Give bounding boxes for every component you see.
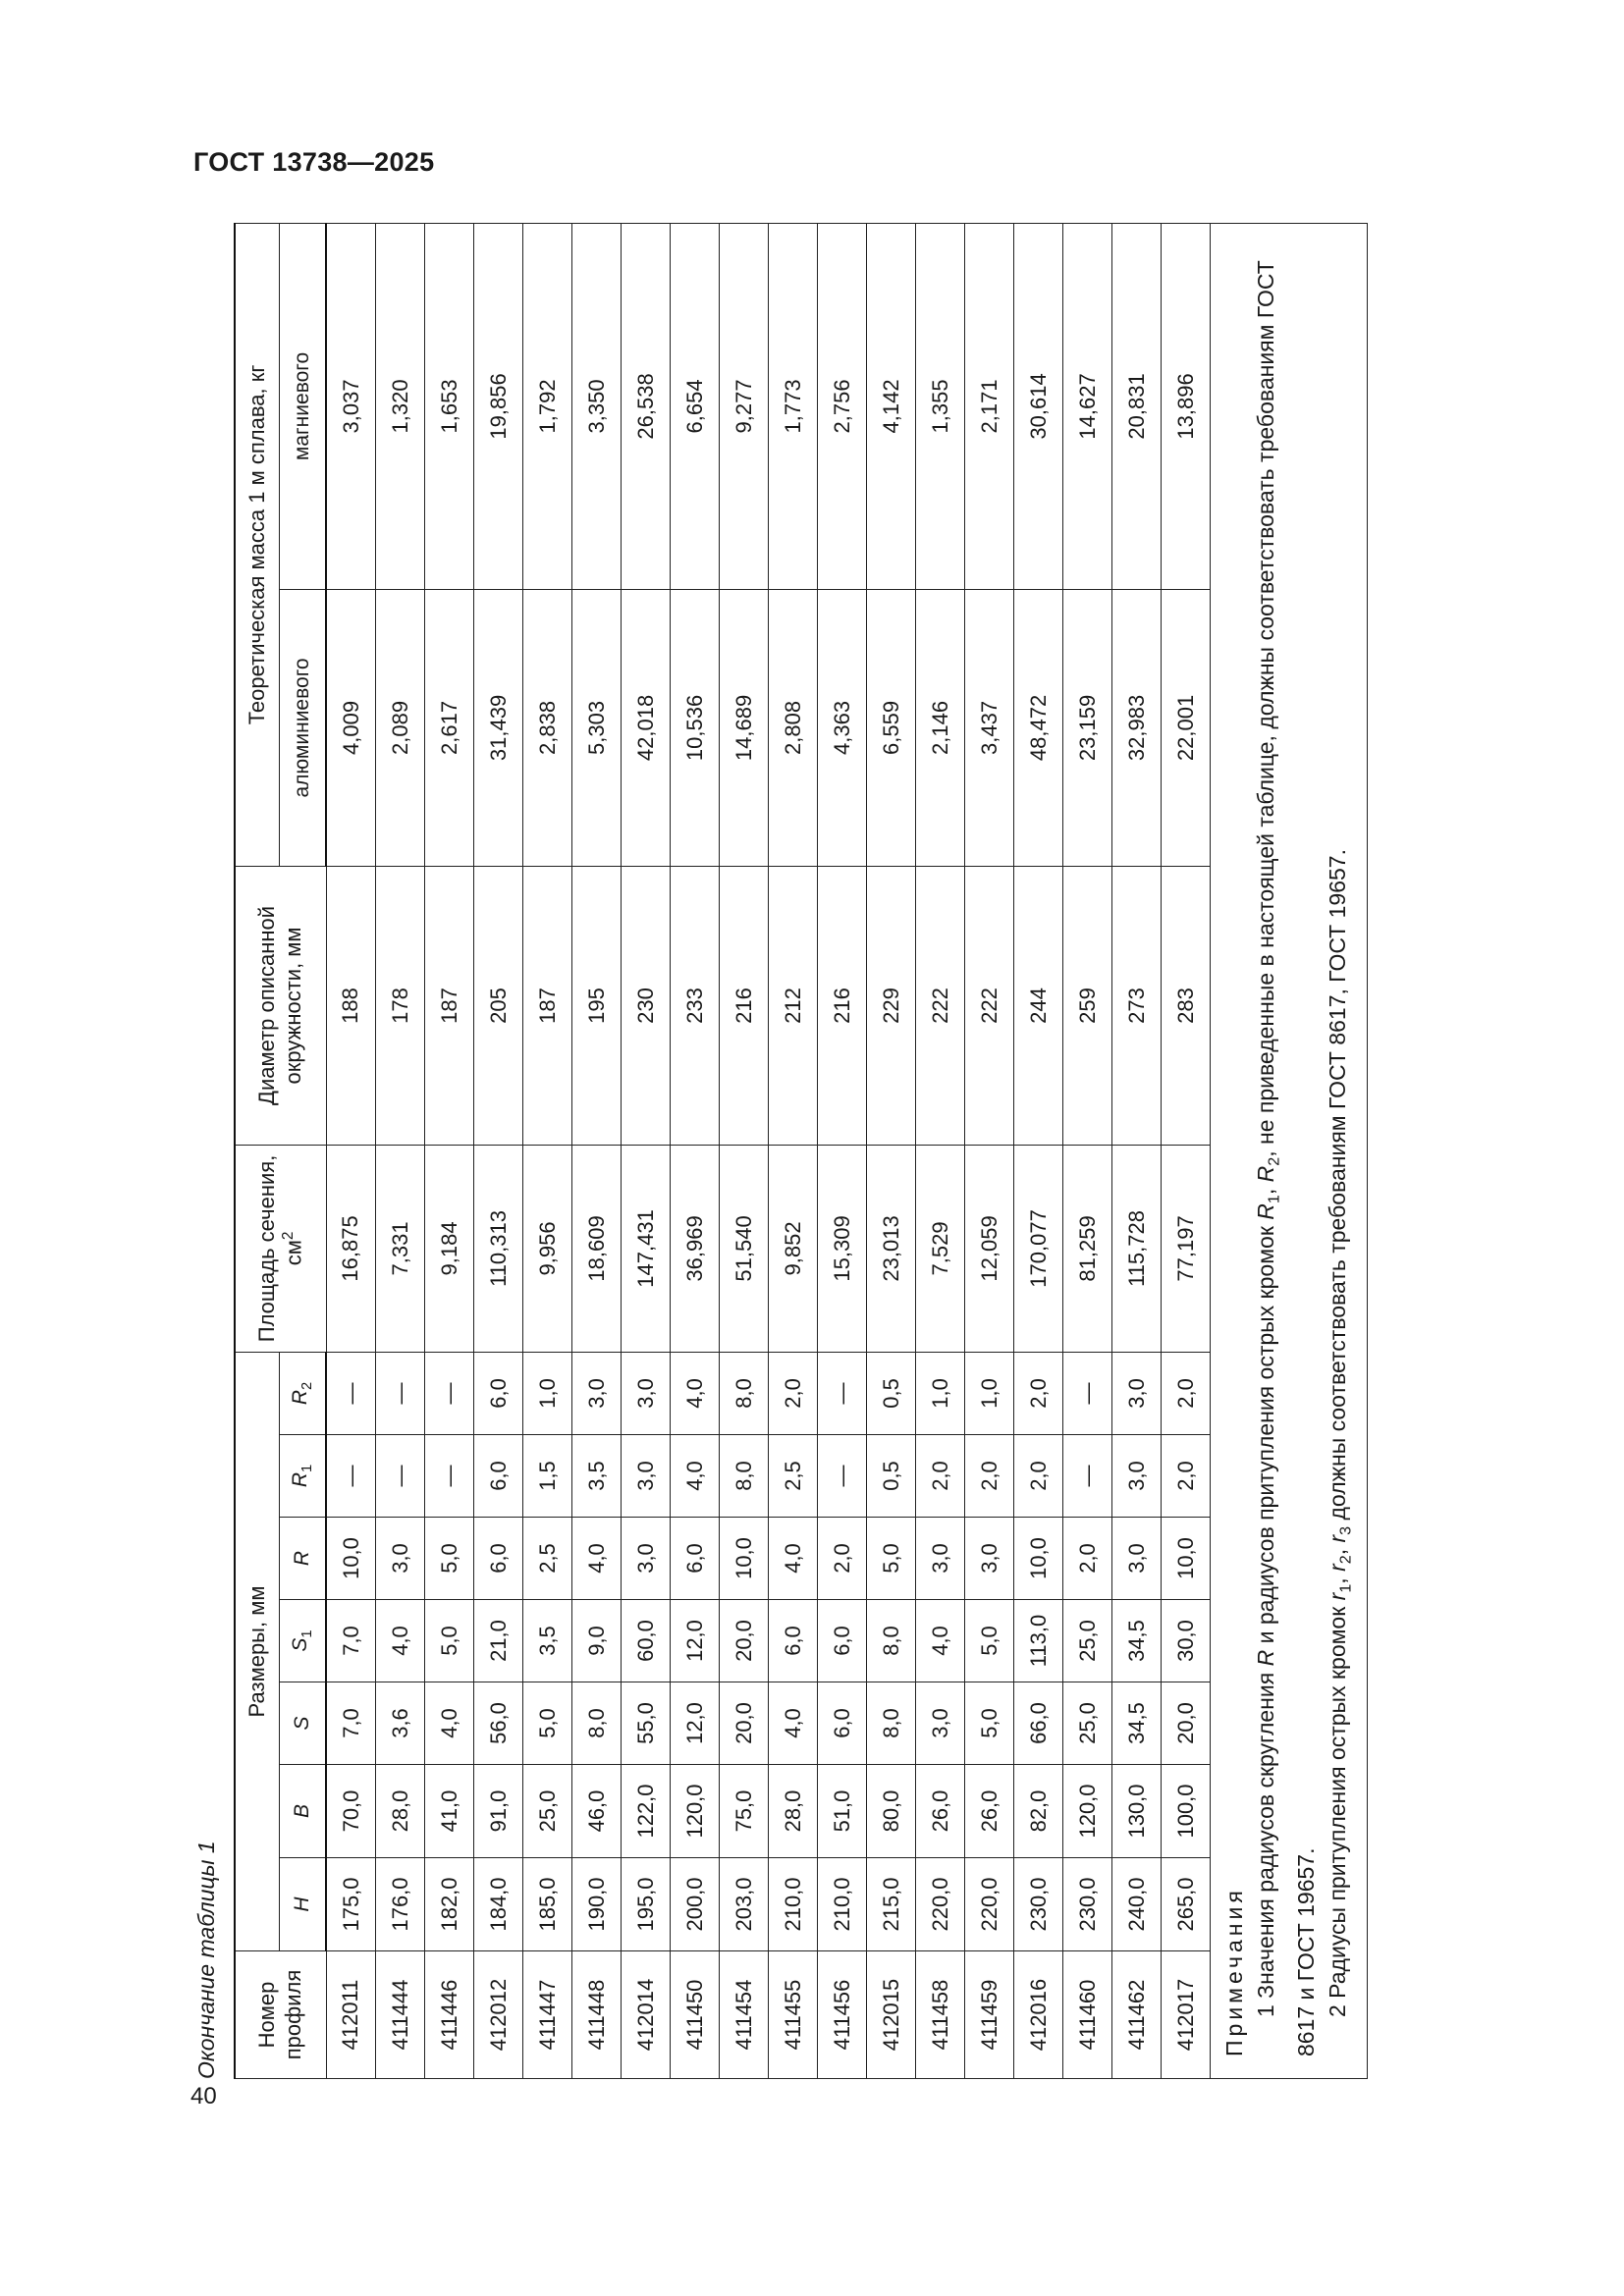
cell-S1: 30,0 (1162, 1600, 1211, 1682)
cell-magnesium: 6,654 (671, 223, 720, 589)
table-row (572, 223, 622, 2078)
cell-diameter: 188 (326, 866, 376, 1145)
cell-magnesium: 1,653 (425, 223, 474, 589)
cell-magnesium: 4,142 (867, 223, 916, 589)
cell-aluminum: 32,983 (1112, 589, 1162, 866)
cell-magnesium: 1,792 (523, 223, 572, 589)
cell-area: 9,184 (425, 1145, 474, 1352)
cell-magnesium: 30,614 (1014, 223, 1063, 589)
cell-profile-number: 411462 (1112, 1951, 1162, 2079)
cell-magnesium: 1,355 (916, 223, 965, 589)
note-2-r2: r (1324, 1564, 1350, 1572)
cell-diameter: 229 (867, 866, 916, 1145)
table-row (867, 223, 916, 2078)
header-R1-sub: 1 (299, 1464, 316, 1472)
cell-magnesium: 20,831 (1112, 223, 1162, 589)
cell-R: 2,5 (523, 1518, 572, 1600)
cell-R: 2,0 (818, 1518, 867, 1600)
cell-R1: 0,5 (867, 1435, 916, 1518)
cell-S: 34,5 (1112, 1682, 1162, 1765)
cell-profile-number: 411447 (523, 1951, 572, 2079)
cell-aluminum: 23,159 (1063, 589, 1112, 866)
cell-S: 20,0 (1162, 1682, 1211, 1765)
cell-S: 4,0 (425, 1682, 474, 1765)
cell-S1: 8,0 (867, 1600, 916, 1682)
cell-H: 240,0 (1112, 1858, 1162, 1951)
cell-S1: 60,0 (622, 1600, 671, 1682)
cell-B: 100,0 (1162, 1765, 1211, 1858)
cell-R1: 8,0 (720, 1435, 769, 1518)
cell-diameter: 195 (572, 866, 622, 1145)
header-area-sup: 2 (280, 1231, 298, 1241)
table-row (376, 223, 425, 2078)
note-1-R1-sub: 1 (1265, 1195, 1283, 1204)
cell-S1: 7,0 (326, 1600, 376, 1682)
note-1-part-c: , не приведенные в настоящей таблице, должны соответствовать требованиям ГОСТ 8617 и ГОСТ 19657. (1253, 260, 1319, 2056)
header-area (235, 1145, 326, 1352)
cell-profile-number: 411444 (376, 1951, 425, 2079)
table-row (916, 223, 965, 2078)
cell-R2: 1,0 (523, 1352, 572, 1434)
cell-R1: 3,0 (1112, 1435, 1162, 1518)
cell-R2: 2,0 (1014, 1352, 1063, 1434)
cell-aluminum: 2,808 (769, 589, 818, 866)
cell-area: 115,728 (1112, 1145, 1162, 1352)
cell-area: 9,956 (523, 1145, 572, 1352)
cell-R1: — (376, 1435, 425, 1518)
note-2-r1: r (1324, 1592, 1350, 1601)
cell-R1: — (1063, 1435, 1112, 1518)
table-row (1014, 223, 1063, 2078)
rotated-table-area (179, 224, 1355, 2079)
cell-B: 26,0 (916, 1765, 965, 1858)
cell-S1: 4,0 (376, 1600, 425, 1682)
cell-R1: — (425, 1435, 474, 1518)
cell-B: 51,0 (818, 1765, 867, 1858)
table-caption: Окончание таблицы 1 (193, 1841, 219, 2079)
cell-H: 210,0 (769, 1858, 818, 1951)
cell-magnesium: 2,756 (818, 223, 867, 589)
cell-R1: 2,0 (916, 1435, 965, 1518)
cell-profile-number: 411458 (916, 1951, 965, 2079)
cell-magnesium: 3,037 (326, 223, 376, 589)
header-profile-number: Номер профиля (235, 1951, 326, 2079)
cell-magnesium: 19,856 (474, 223, 523, 589)
note-1-part-b: и радиусов притупления острых кромок (1253, 1226, 1278, 1644)
cell-profile-number: 411456 (818, 1951, 867, 2079)
table-row (474, 223, 523, 2078)
cell-H: 220,0 (916, 1858, 965, 1951)
cell-R1: 1,5 (523, 1435, 572, 1518)
cell-B: 70,0 (326, 1765, 376, 1858)
cell-R2: 0,5 (867, 1352, 916, 1434)
header-diameter: Диаметр описанной окружности, мм (235, 866, 326, 1145)
cell-S: 5,0 (523, 1682, 572, 1765)
cell-H: 210,0 (818, 1858, 867, 1951)
cell-R: 10,0 (326, 1518, 376, 1600)
cell-R2: 8,0 (720, 1352, 769, 1434)
cell-diameter: 187 (425, 866, 474, 1145)
cell-profile-number: 411459 (965, 1951, 1014, 2079)
page-number: 40 (190, 2083, 217, 2109)
header-dimensions: Размеры, мм (235, 1352, 280, 1950)
cell-R: 2,0 (1063, 1518, 1112, 1600)
cell-diameter: 244 (1014, 866, 1063, 1145)
cell-B: 120,0 (1063, 1765, 1112, 1858)
cell-aluminum: 5,303 (572, 589, 622, 866)
cell-aluminum: 31,439 (474, 589, 523, 866)
cell-area: 36,969 (671, 1145, 720, 1352)
cell-S: 12,0 (671, 1682, 720, 1765)
note-2-part-a: 2 Радиусы притупления острых кромок (1324, 1606, 1350, 2017)
cell-S: 3,0 (916, 1682, 965, 1765)
cell-R1: 2,0 (1014, 1435, 1063, 1518)
note-1-R2: R (1253, 1165, 1278, 1183)
cell-H: 215,0 (867, 1858, 916, 1951)
cell-diameter: 216 (818, 866, 867, 1145)
cell-R1: 4,0 (671, 1435, 720, 1518)
cell-R1: 3,0 (622, 1435, 671, 1518)
table-row (720, 223, 769, 2078)
table-row (965, 223, 1014, 2078)
cell-S: 7,0 (326, 1682, 376, 1765)
cell-B: 130,0 (1112, 1765, 1162, 1858)
header-S1 (280, 1600, 327, 1682)
header-S1-sub: 1 (299, 1629, 316, 1638)
cell-B: 28,0 (376, 1765, 425, 1858)
cell-area: 12,059 (965, 1145, 1014, 1352)
cell-diameter: 187 (523, 866, 572, 1145)
notes-cell (1211, 223, 1368, 2078)
header-R1-letter: R (289, 1472, 312, 1488)
cell-R2: 1,0 (916, 1352, 965, 1434)
cell-S: 20,0 (720, 1682, 769, 1765)
cell-S: 5,0 (965, 1682, 1014, 1765)
cell-R2: 2,0 (1162, 1352, 1211, 1434)
cell-R: 3,0 (622, 1518, 671, 1600)
header-H: H (280, 1858, 327, 1951)
header-R: R (280, 1518, 327, 1600)
cell-R2: — (425, 1352, 474, 1434)
cell-B: 25,0 (523, 1765, 572, 1858)
cell-S: 6,0 (818, 1682, 867, 1765)
cell-aluminum: 2,146 (916, 589, 965, 866)
table-row (425, 223, 474, 2078)
header-R2-letter: R (289, 1389, 312, 1406)
cell-profile-number: 411446 (425, 1951, 474, 2079)
cell-R: 3,0 (965, 1518, 1014, 1600)
cell-profile-number: 411454 (720, 1951, 769, 2079)
cell-R1: 6,0 (474, 1435, 523, 1518)
cell-B: 41,0 (425, 1765, 474, 1858)
cell-R1: 2,5 (769, 1435, 818, 1518)
cell-profile-number: 411448 (572, 1951, 622, 2079)
cell-area: 18,609 (572, 1145, 622, 1352)
note-2-r3-sub: 3 (1336, 1525, 1355, 1535)
cell-B: 91,0 (474, 1765, 523, 1858)
cell-B: 26,0 (965, 1765, 1014, 1858)
cell-aluminum: 42,018 (622, 589, 671, 866)
cell-H: 265,0 (1162, 1858, 1211, 1951)
notes-row (1211, 223, 1368, 2078)
note-1-R2-sub: 2 (1265, 1156, 1283, 1166)
cell-diameter: 216 (720, 866, 769, 1145)
cell-R1: 2,0 (1162, 1435, 1211, 1518)
cell-profile-number: 412014 (622, 1951, 671, 2079)
cell-H: 184,0 (474, 1858, 523, 1951)
cell-area: 170,077 (1014, 1145, 1063, 1352)
cell-aluminum: 22,001 (1162, 589, 1211, 866)
cell-H: 185,0 (523, 1858, 572, 1951)
header-R2 (280, 1352, 327, 1434)
header-S: S (280, 1682, 327, 1765)
table-row (671, 223, 720, 2078)
cell-aluminum: 6,559 (867, 589, 916, 866)
cell-R2: — (818, 1352, 867, 1434)
cell-area: 81,259 (1063, 1145, 1112, 1352)
header-aluminum: алюминиевого (280, 589, 327, 866)
cell-R2: 2,0 (769, 1352, 818, 1434)
cell-diameter: 212 (769, 866, 818, 1145)
cell-profile-number: 411460 (1063, 1951, 1112, 2079)
cell-R2: — (326, 1352, 376, 1434)
table-row (622, 223, 671, 2078)
cell-S1: 34,5 (1112, 1600, 1162, 1682)
cell-R1: — (326, 1435, 376, 1518)
cell-diameter: 205 (474, 866, 523, 1145)
cell-R2: 3,0 (572, 1352, 622, 1434)
cell-S: 66,0 (1014, 1682, 1063, 1765)
cell-profile-number: 411450 (671, 1951, 720, 2079)
table-row (769, 223, 818, 2078)
cell-H: 182,0 (425, 1858, 474, 1951)
cell-B: 120,0 (671, 1765, 720, 1858)
cell-B: 80,0 (867, 1765, 916, 1858)
cell-S1: 4,0 (916, 1600, 965, 1682)
cell-H: 190,0 (572, 1858, 622, 1951)
note-1-R: R (1253, 1649, 1278, 1667)
header-R2-sub: 2 (299, 1381, 316, 1390)
cell-H: 230,0 (1014, 1858, 1063, 1951)
cell-area: 9,852 (769, 1145, 818, 1352)
note-2-r1-sub: 1 (1336, 1583, 1355, 1593)
header-magnesium: магниевого (280, 223, 327, 589)
note-2-part-b: должны соответствовать требованиям ГОСТ 8617, ГОСТ 19657. (1324, 849, 1350, 1521)
cell-R: 4,0 (769, 1518, 818, 1600)
cell-aluminum: 2,089 (376, 589, 425, 866)
cell-R: 6,0 (474, 1518, 523, 1600)
cell-S1: 9,0 (572, 1600, 622, 1682)
cell-H: 200,0 (671, 1858, 720, 1951)
cell-profile-number: 411455 (769, 1951, 818, 2079)
cell-R: 3,0 (916, 1518, 965, 1600)
cell-S: 25,0 (1063, 1682, 1112, 1765)
cell-magnesium: 26,538 (622, 223, 671, 589)
cell-area: 147,431 (622, 1145, 671, 1352)
cell-R: 3,0 (1112, 1518, 1162, 1600)
cell-profile-number: 412015 (867, 1951, 916, 2079)
cell-aluminum: 2,617 (425, 589, 474, 866)
table-row (1162, 223, 1211, 2078)
cell-aluminum: 2,838 (523, 589, 572, 866)
header-B: B (280, 1765, 327, 1858)
cell-diameter: 222 (916, 866, 965, 1145)
header-S1-letter: S (289, 1637, 312, 1652)
cell-area: 15,309 (818, 1145, 867, 1352)
cell-R2: 1,0 (965, 1352, 1014, 1434)
cell-S1: 5,0 (425, 1600, 474, 1682)
table-body (326, 223, 1211, 2078)
cell-diameter: 273 (1112, 866, 1162, 1145)
cell-diameter: 233 (671, 866, 720, 1145)
note-2: 2 Радиусы притупления острых кромок $r_1$, $r_2$, $r_3$ должны соответствовать требованиям ГОСТ 8617, ГОСТ 19657. (1324, 849, 1355, 2017)
header-mass: Теоретическая масса 1 м сплава, кг (235, 223, 280, 866)
cell-S: 55,0 (622, 1682, 671, 1765)
cell-S1: 25,0 (1063, 1600, 1112, 1682)
note-2-r2-sub: 2 (1336, 1555, 1355, 1565)
notes-title: Примечания (1221, 1887, 1247, 2056)
cell-S1: 113,0 (1014, 1600, 1063, 1682)
cell-S1: 20,0 (720, 1600, 769, 1682)
cell-B: 122,0 (622, 1765, 671, 1858)
note-2-r3: r (1324, 1534, 1350, 1543)
table-row (818, 223, 867, 2078)
cell-area: 77,197 (1162, 1145, 1211, 1352)
document-header: ГОСТ 13738—2025 (193, 147, 435, 177)
cell-B: 82,0 (1014, 1765, 1063, 1858)
cell-H: 230,0 (1063, 1858, 1112, 1951)
cell-R: 3,0 (376, 1518, 425, 1600)
cell-S: 8,0 (572, 1682, 622, 1765)
cell-S1: 6,0 (769, 1600, 818, 1682)
cell-area: 110,313 (474, 1145, 523, 1352)
cell-area: 7,529 (916, 1145, 965, 1352)
cell-H: 175,0 (326, 1858, 376, 1951)
cell-R1: 2,0 (965, 1435, 1014, 1518)
cell-R: 5,0 (867, 1518, 916, 1600)
cell-R: 10,0 (720, 1518, 769, 1600)
cell-magnesium: 9,277 (720, 223, 769, 589)
table-row (1112, 223, 1162, 2078)
cell-S: 56,0 (474, 1682, 523, 1765)
note-1-part-a: 1 Значения радиусов скругления (1253, 1672, 1278, 2017)
cell-R1: — (818, 1435, 867, 1518)
cell-H: 220,0 (965, 1858, 1014, 1951)
cell-aluminum: 4,363 (818, 589, 867, 866)
cell-S1: 5,0 (965, 1600, 1014, 1682)
cell-R2: 3,0 (622, 1352, 671, 1434)
cell-B: 46,0 (572, 1765, 622, 1858)
cell-H: 203,0 (720, 1858, 769, 1951)
cell-diameter: 230 (622, 866, 671, 1145)
table-row (1063, 223, 1112, 2078)
cell-profile-number: 412011 (326, 1951, 376, 2079)
header-R1 (280, 1435, 327, 1518)
cell-diameter: 259 (1063, 866, 1112, 1145)
cell-B: 28,0 (769, 1765, 818, 1858)
cell-magnesium: 1,320 (376, 223, 425, 589)
cell-profile-number: 412017 (1162, 1951, 1211, 2079)
cell-R: 5,0 (425, 1518, 474, 1600)
cell-R2: 3,0 (1112, 1352, 1162, 1434)
cell-aluminum: 4,009 (326, 589, 376, 866)
cell-profile-number: 412016 (1014, 1951, 1063, 2079)
cell-profile-number: 412012 (474, 1951, 523, 2079)
cell-R1: 3,5 (572, 1435, 622, 1518)
cell-S: 8,0 (867, 1682, 916, 1765)
cell-R2: 4,0 (671, 1352, 720, 1434)
cell-B: 75,0 (720, 1765, 769, 1858)
cell-diameter: 222 (965, 866, 1014, 1145)
cell-magnesium: 1,773 (769, 223, 818, 589)
cell-R2: 6,0 (474, 1352, 523, 1434)
note-1-R1: R (1253, 1203, 1278, 1220)
cell-aluminum: 10,536 (671, 589, 720, 866)
cell-S: 3,6 (376, 1682, 425, 1765)
cell-magnesium: 13,896 (1162, 223, 1211, 589)
cell-aluminum: 48,472 (1014, 589, 1063, 866)
cell-area: 51,540 (720, 1145, 769, 1352)
profile-table (234, 223, 1368, 2079)
cell-S1: 12,0 (671, 1600, 720, 1682)
cell-S1: 3,5 (523, 1600, 572, 1682)
cell-R: 6,0 (671, 1518, 720, 1600)
cell-S: 4,0 (769, 1682, 818, 1765)
cell-R2: — (376, 1352, 425, 1434)
cell-area: 16,875 (326, 1145, 376, 1352)
cell-R: 4,0 (572, 1518, 622, 1600)
cell-diameter: 283 (1162, 866, 1211, 1145)
cell-S1: 6,0 (818, 1600, 867, 1682)
cell-aluminum: 3,437 (965, 589, 1014, 866)
cell-R: 10,0 (1162, 1518, 1211, 1600)
header-area-text: Площадь сечения, см (253, 1154, 306, 1343)
cell-magnesium: 3,350 (572, 223, 622, 589)
cell-magnesium: 14,627 (1063, 223, 1112, 589)
cell-H: 176,0 (376, 1858, 425, 1951)
cell-area: 7,331 (376, 1145, 425, 1352)
table-row (523, 223, 572, 2078)
note-1: 1 Значения радиусов скругления R и радиусов притупления острых кромок $R_1$, $R_2$, не приведенные в настоящей таблице, должны соответствовать требованиям ГОСТ 8617 и ГОСТ 19657. (1253, 260, 1319, 2056)
cell-magnesium: 2,171 (965, 223, 1014, 589)
cell-S1: 21,0 (474, 1600, 523, 1682)
cell-aluminum: 14,689 (720, 589, 769, 866)
cell-R2: — (1063, 1352, 1112, 1434)
cell-H: 195,0 (622, 1858, 671, 1951)
cell-area: 23,013 (867, 1145, 916, 1352)
table-row (326, 223, 376, 2078)
cell-R: 10,0 (1014, 1518, 1063, 1600)
cell-diameter: 178 (376, 866, 425, 1145)
